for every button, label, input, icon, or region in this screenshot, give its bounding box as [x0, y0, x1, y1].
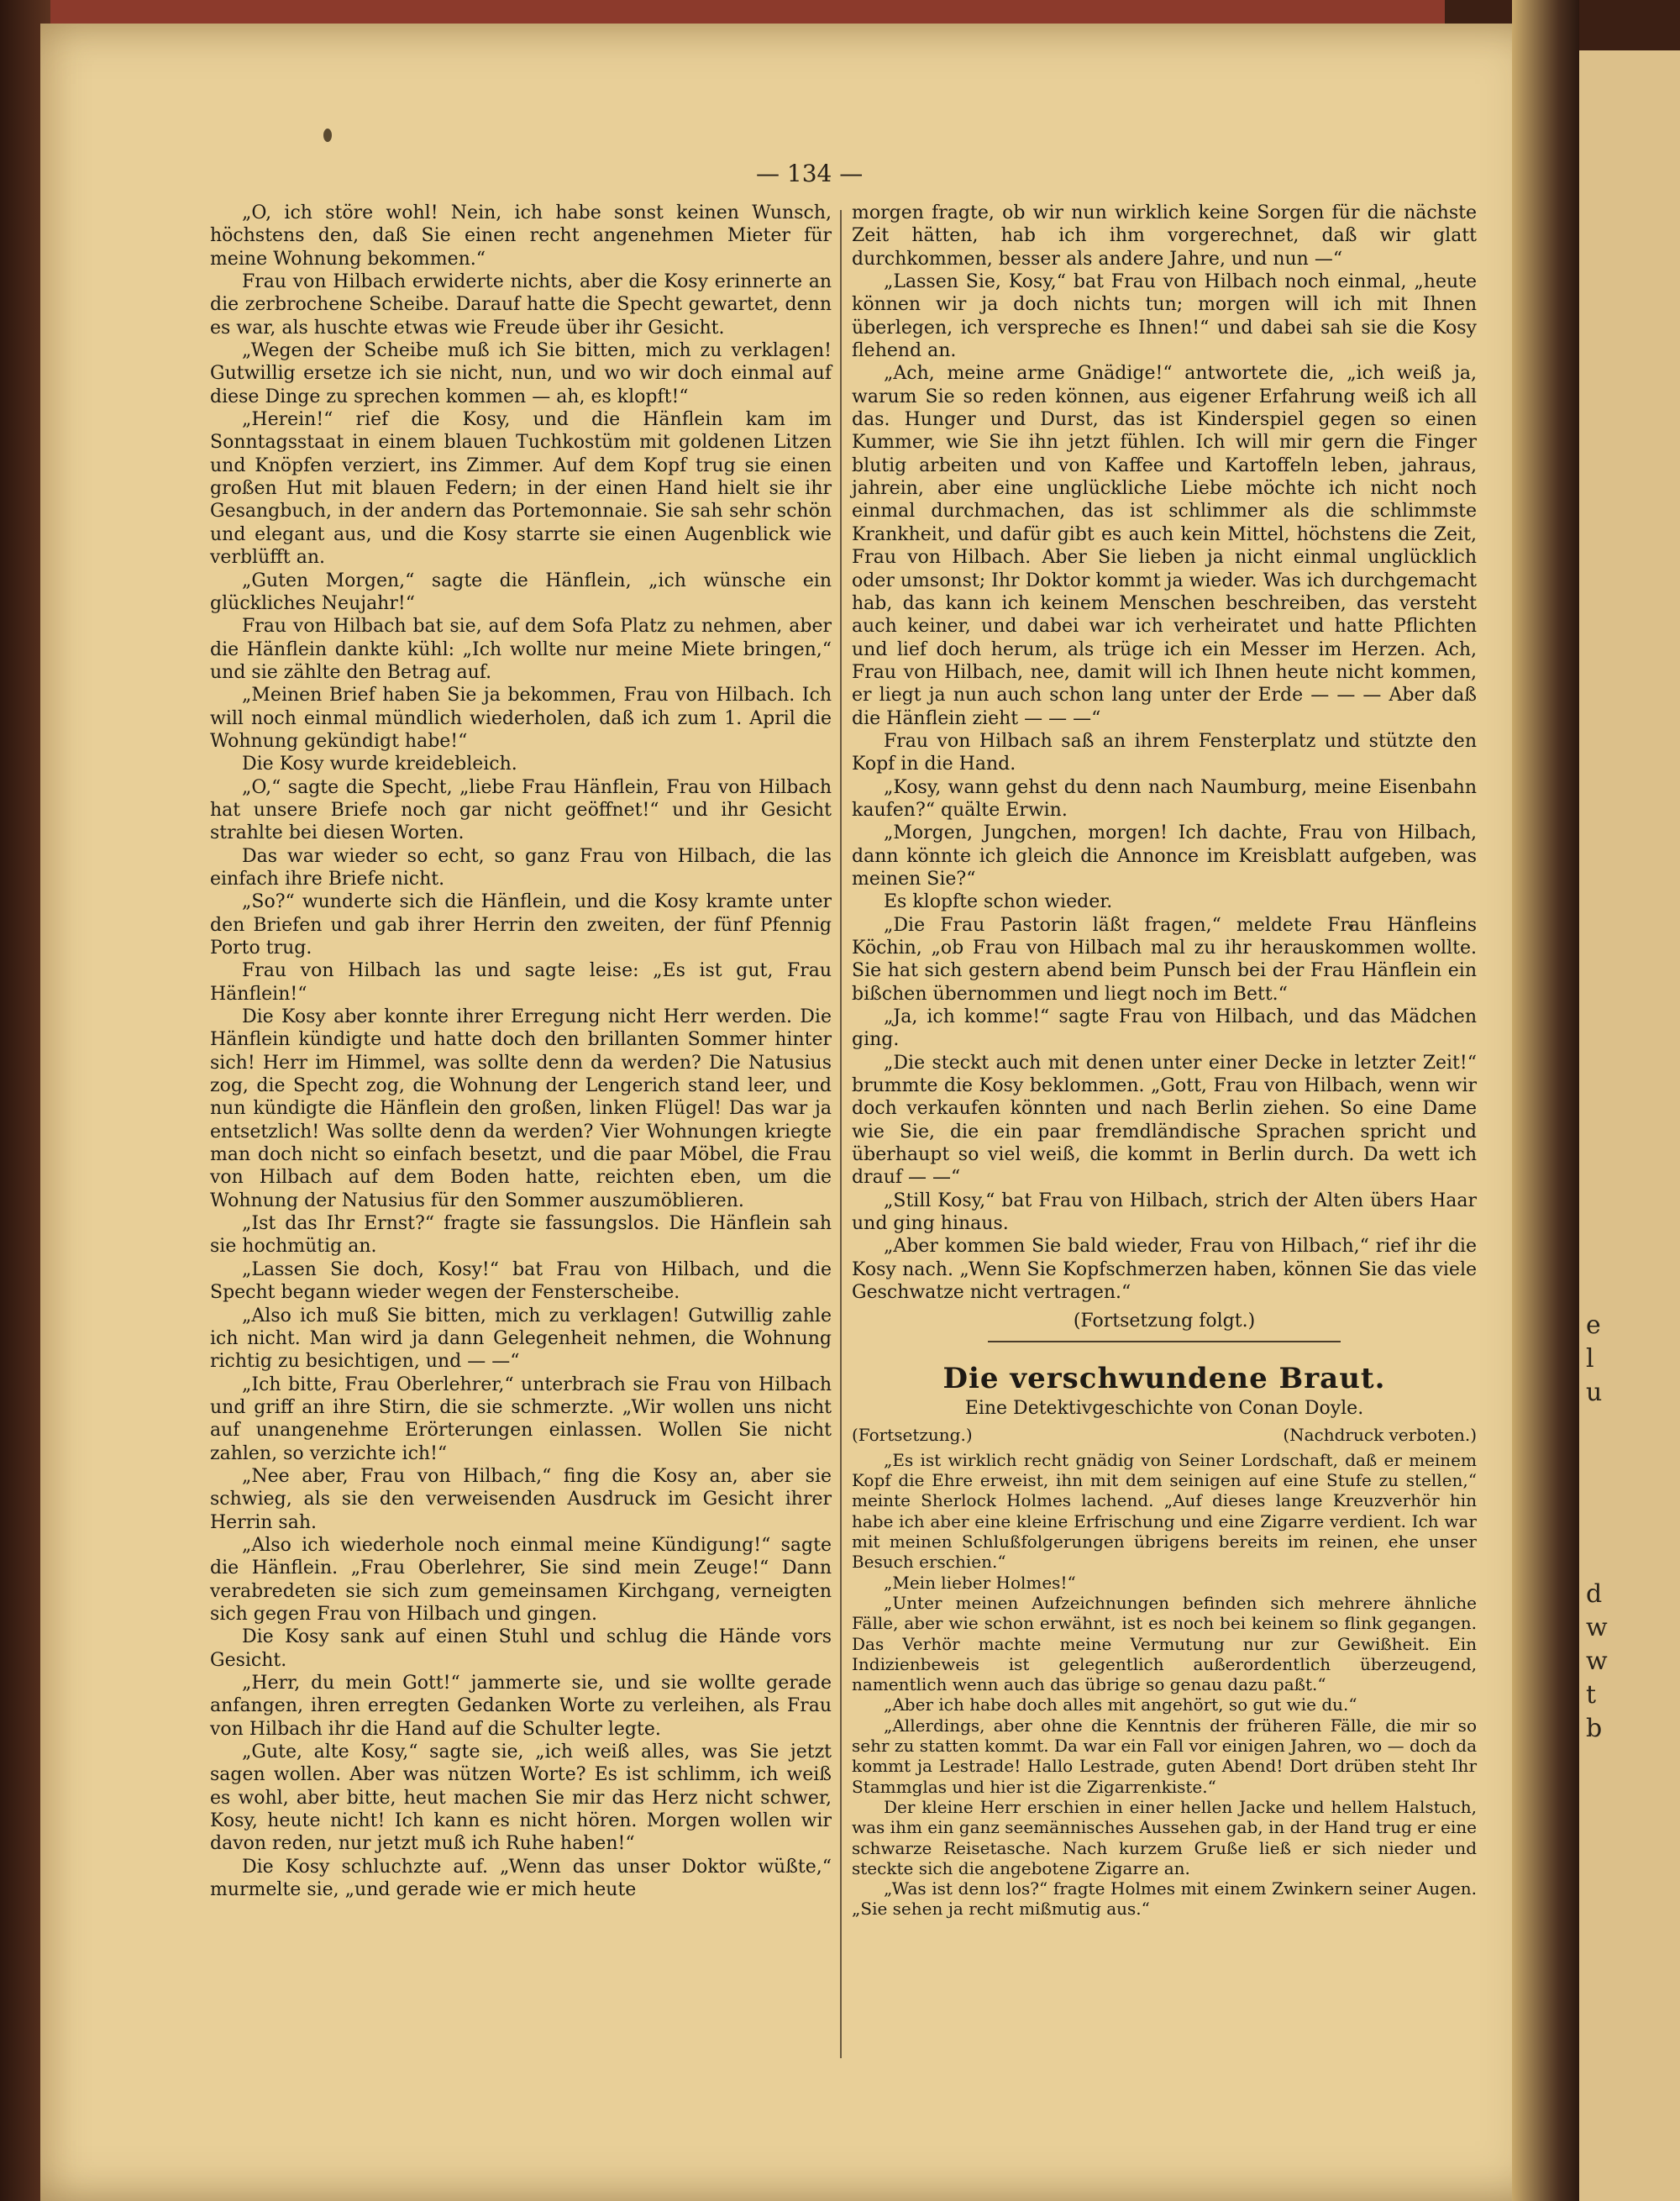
paragraph: „Kosy, wann gehst du denn nach Naumburg, meine Eisenbahn kaufen?“ quälte Erwin.: [852, 776, 1477, 821]
paragraph: Es klopfte schon wieder.: [884, 891, 1113, 913]
adjacent-page-fragment: w: [1586, 1613, 1608, 1642]
paragraph: „O,“ sagte die Specht, „liebe Frau Hänflein, Frau von Hilbach hat unsere Briefe noch gar nicht geöffnet!“ und ihr Gesicht strahlte bei diesen Worten.: [210, 776, 832, 844]
paragraph: „Herr, du mein Gott!“ jammerte sie, und sie wollte gerade anfangen, ihren erregten Gedanken Worte zu verleihen, als Frau von Hilbach ihr die Hand auf die Schulter legte.: [210, 1673, 832, 1740]
paragraph: Die Kosy wurde kreidebleich.: [242, 754, 517, 775]
adjacent-page-fragment: u: [1586, 1378, 1603, 1407]
paragraph: Frau von Hilbach las und sagte leise: „Es ist gut, Frau Hänflein!“: [210, 960, 832, 1005]
paragraph: Die Kosy schluchzte auf. „Wenn das unser Doktor wüßte,“ murmelte sie, „und gerade wie er mich heute: [210, 1856, 832, 1901]
paragraph: „Morgen, Jungchen, morgen! Ich dachte, Frau von Hilbach, dann könnte ich gleich die Annonce im Kreisblatt aufgeben, was meinen Sie?“: [852, 822, 1477, 890]
story-section: [852, 1361, 1477, 1920]
paragraph: Das war wieder so echt, so ganz Frau von Hilbach, die las einfach ihre Briefe nicht.: [210, 845, 832, 890]
paragraph: „Guten Morgen,“ sagte die Hänflein, „ich wünsche ein glückliches Neujahr!“: [210, 570, 832, 614]
adjacent-page-fragment: w: [1586, 1647, 1608, 1676]
right-column: [852, 202, 1477, 1920]
paragraph: „Also ich wiederhole noch einmal meine Kündigung!“ sagte die Hänflein. „Frau Oberlehrer, Sie sind mein Zeuge!“ Dann verabredeten sie sich zum gemeinsamen Kirchgang, verneigten sich gegen Frau von Hilbach und gingen.: [210, 1534, 832, 1625]
paragraph: „Unter meinen Aufzeichnungen befinden sich mehrere ähnliche Fälle, aber wie schon erwähnt, ist es noch bei keinem so flink gegangen. Das Verhör machte meine Vermutung nur zur Gewißheit. Ein Indizienbeweis ist gelegentlich außerordentlich überzeugend, namentlich wenn auch das übrige so genau dazu paßt.“: [852, 1592, 1477, 1695]
adjacent-page-fragment: e: [1586, 1311, 1601, 1340]
paragraph: morgen fragte, ob wir nun wirklich keine Sorgen für die nächste Zeit hätten, hab ich ihm vorgerechnet, daß wir glatt durchkommen, besser als andere Jahre, und nun —“: [852, 202, 1477, 270]
paragraph: „Mein lieber Holmes!“: [884, 1572, 1076, 1593]
paragraph: „Wegen der Scheibe muß ich Sie bitten, mich zu verklagen! Gutwillig ersetze ich sie nicht, nun, und wo wir doch einmal auf diese Dinge zu sprechen kommen — ah, es klopft!“: [210, 340, 832, 407]
paragraph: „Gute, alte Kosy,“ sagte sie, „ich weiß alles, was Sie jetzt sagen wollen. Aber was nützen Worte? Es ist schlimm, ich weiß es wohl, aber bitte, heut machen Sie mir das Herz nicht schwer, Kosy, heute nicht! Ich kann es nicht hören. Morgen wollen wir davon reden, nur jetzt muß ich Ruhe haben!“: [210, 1741, 832, 1855]
column-divider: [840, 210, 842, 2058]
paragraph: „Ja, ich komme!“ sagte Frau von Hilbach, und das Mädchen ging.: [852, 1006, 1477, 1051]
paragraph: „Nee aber, Frau von Hilbach,“ fing die Kosy an, aber sie schwieg, als sie den verweisenden Ausdruck im Gesicht ihrer Herrin sah.: [210, 1465, 832, 1533]
paragraph: „Meinen Brief haben Sie ja bekommen, Frau von Hilbach. Ich will noch einmal mündlich wiederholen, daß ich zum 1. April die Wohnung gekündigt habe!“: [210, 685, 832, 752]
paragraph: „Still Kosy,“ bat Frau von Hilbach, strich der Alten übers Haar und ging hinaus.: [852, 1190, 1477, 1235]
story-byline: Eine Detektivgeschichte von Conan Doyle.: [964, 1398, 1364, 1420]
book-gutter: [1512, 0, 1579, 2201]
paper-blemish: [323, 129, 332, 142]
paragraph: Frau von Hilbach bat sie, auf dem Sofa Platz zu nehmen, aber die Hänflein dankte kühl: „Ich wollte nur meine Miete bringen,“ und sie zählte den Betrag auf.: [210, 616, 832, 683]
paragraph: „Ich bitte, Frau Oberlehrer,“ unterbrach sie Frau von Hilbach und griff an ihre Stirn, die sie schmerzte. „Wir wollen uns nicht auf unangenehme Erörterungen einlassen. Wollen Sie nicht zahlen, so verzichte ich!“: [210, 1374, 832, 1464]
paragraph: Frau von Hilbach erwiderte nichts, aber die Kosy erinnerte an die zerbrochene Scheibe. Darauf hatte die Specht gewartet, denn es war, als huschte etwas wie Freude über ihr Gesicht.: [210, 271, 832, 339]
paragraph: „Lassen Sie, Kosy,“ bat Frau von Hilbach noch einmal, „heute können wir ja doch nichts tun; morgen will ich mit Ihnen überlegen, ich verspreche es Ihnen!“ und dabei sah sie die Kosy flehend an.: [852, 271, 1477, 362]
paragraph: „Lassen Sie doch, Kosy!“ bat Frau von Hilbach, und die Specht begann wieder wegen der Fensterscheibe.: [210, 1258, 832, 1304]
paragraph: Frau von Hilbach saß an ihrem Fensterplatz und stützte den Kopf in die Hand.: [852, 730, 1477, 775]
section-separator: [988, 1341, 1341, 1342]
adjacent-page-fragment: t: [1586, 1680, 1597, 1710]
paragraph: „O, ich störe wohl! Nein, ich habe sonst keinen Wunsch, höchstens den, daß Sie einen recht angenehmen Mieter für meine Wohnung bekommen.“: [210, 202, 832, 270]
paragraph: „So?“ wunderte sich die Hänflein, und die Kosy kramte unter den Briefen und gab ihrer Herrin den zweiten, der fünf Pfennig Porto trug.: [210, 891, 832, 959]
paragraph: „Herein!“ rief die Kosy, und die Hänflein kam im Sonntagsstaat in einem blauen Tuchkostüm mit goldenen Litzen und Knöpfen verziert, ins Zimmer. Auf dem Kopf trug sie einen großen Hut mit blauen Federn; in der einen Hand hielt sie ihr Gesangbuch, in der andern das Portemonnaie. Sie sah sehr schön und elegant aus, und die Kosy starrte sie einen Augenblick wie verblüfft an.: [210, 409, 832, 569]
paragraph: Der kleine Herr erschien in einer hellen Jacke und hellem Halstuch, was ihm ein ganz seemännisches Aussehen gab, in der Hand trug er eine schwarze Reisetasche. Nach kurzem Gruße ließ er sich nieder und steckte sich die angebotene Zigarre an.: [852, 1796, 1477, 1878]
paragraph: „Ist das Ihr Ernst?“ fragte sie fassungslos. Die Hänflein sah sie hochmütig an.: [210, 1213, 832, 1258]
adjacent-page-fragment: l: [1586, 1344, 1594, 1374]
paragraph: „Ach, meine arme Gnädige!“ antwortete die, „ich weiß ja, warum Sie so reden können, aus eigener Erfahrung weiß ich all das. Hunger und Durst, das ist Kinderspiel gegen so einen Kummer, wie Sie ihn jetzt fühlen. Ich will mir gern die Finger blutig arbeiten und von Kaffee und Kartoffeln leben, jahraus, jahrein, aber eine unglückliche Liebe möchte ich nicht noch einmal durchmachen, das ist schlimmer als die schlimmste Krankheit, und dafür gibt es auch kein Mittel, höchstens die Zeit, Frau von Hilbach. Aber Sie lieben ja nicht einmal unglücklich oder umsonst; Ihr Doktor kommt ja wieder. Was ich durchgemacht hab, das kann ich keinem Menschen beschreiben, das versteht auch keiner, und dabei war ich verheiratet und hatte Pflichten und lief doch herum, als trüge ich ein Messer im Herzen. Ach, Frau von Hilbach, nee, damit will ich Ihnen heute nicht kommen, er liegt ja nun auch schon lang unter der Erde — — — Aber daß die Hänflein zieht — — —“: [852, 363, 1477, 729]
paragraph: „Aber kommen Sie bald wieder, Frau von Hilbach,“ rief ihr die Kosy nach. „Wenn Sie Kopfschmerzen haben, können Sie das viele Geschwatze nicht vertragen.“: [852, 1236, 1477, 1304]
adjacent-page-fragment: b: [1586, 1714, 1603, 1743]
paragraph: „Also ich muß Sie bitten, mich zu verklagen! Gutwillig zahle ich nicht. Man wird ja dann Gelegenheit nehmen, die Wohnung richtig zu besichtigen, und — —“: [210, 1305, 832, 1373]
left-column: [210, 202, 832, 1901]
continued-note: (Fortsetzung folgt.): [1073, 1310, 1256, 1332]
paragraph: Die Kosy sank auf einen Stuhl und schlug die Hände vors Gesicht.: [210, 1626, 832, 1671]
continuation-note: (Fortsetzung.): [852, 1424, 973, 1445]
paragraph: Die Kosy aber konnte ihrer Erregung nicht Herr werden. Die Hänflein kündigte und hatte doch den brillanten Sommer hinter sich! Herr im Himmel, was sollte denn da werden? Die Natusius zog, die Specht zog, die Wohnung der Lengerich stand leer, und nun kündigte die Hänflein den großen, linken Flügel! Das war ja entsetzlich! Was sollte denn da werden? Vier Wohnungen kriegte man doch nicht so einfach besetzt, und die paar Möbel, die Frau von Hilbach auf dem Boden hatte, reichten eben, um die Wohnung der Natusius für den Sommer auszumöblieren.: [210, 1006, 832, 1211]
adjacent-page-strip: [1579, 50, 1680, 2201]
copyright-note: (Nachdruck verboten.): [1283, 1424, 1477, 1445]
story-title: Die verschwundene Braut.: [942, 1361, 1386, 1395]
paragraph: „Die Frau Pastorin läßt fragen,“ meldete Frau Hänfleins Köchin, „ob Frau von Hilbach mal zu ihr herauskommen wollte. Sie hat sich gestern abend beim Punsch bei der Frau Hänflein ein bißchen übernommen und liegt noch im Bett.“: [852, 914, 1477, 1005]
paragraph: „Aber ich habe doch alles mit angehört, so gut wie du.“: [884, 1694, 1357, 1715]
paragraph: „Die steckt auch mit denen unter einer Decke in letzter Zeit!“ brummte die Kosy beklommen. „Gott, Frau von Hilbach, wenn wir doch verkaufen könnten und nach Berlin ziehen. So eine Dame wie Sie, die ein paar fremdländische Sprachen spricht und überhaupt so viel weiß, die kommt in Berlin durch. Da wett ich drauf — —“: [852, 1052, 1477, 1189]
page-number: — 134 —: [756, 160, 864, 187]
paragraph: „Allerdings, aber ohne die Kenntnis der früheren Fälle, die mir so sehr zu statten kommt. Da war ein Fall vor einigen Jahren, wo — doch da kommt ja Lestrade! Hallo Lestrade, guten Abend! Dort drüben steht Ihr Stammglas und hier ist die Zigarrenkiste.“: [852, 1715, 1477, 1797]
story-notes: [852, 1424, 1477, 1447]
adjacent-page-fragment: d: [1586, 1579, 1603, 1609]
paragraph: „Was ist denn los?“ fragte Holmes mit einem Zwinkern seiner Augen. „Sie sehen ja recht mißmutig aus.“: [852, 1878, 1477, 1920]
paragraph: „Es ist wirklich recht gnädig von Seiner Lordschaft, daß er meinem Kopf die Ehre erweist, ihn mit dem seinigen auf eine Stufe zu stellen,“ meinte Sherlock Holmes lachend. „Auf dieses lange Kreuzverhör hin habe ich aber eine kleine Erfrischung und eine Zigarre verdient. Ich war mit meinen Schlußfolgerungen übrigens bereits im reinen, ehe unser Besuch erschien.“: [852, 1449, 1477, 1573]
